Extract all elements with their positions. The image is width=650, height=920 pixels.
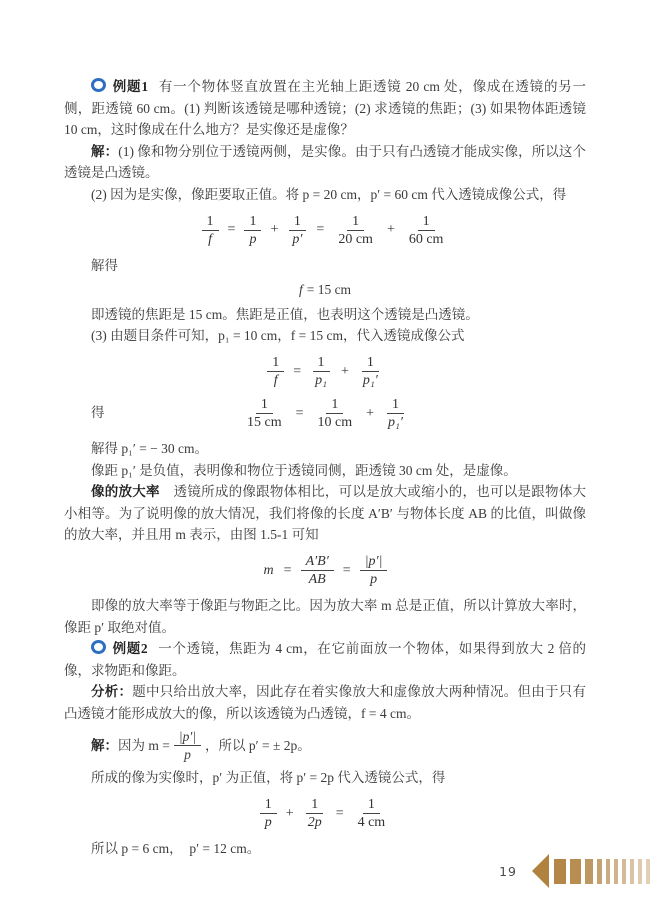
fraction: $\frac{1}{p}$: [260, 796, 277, 831]
fraction: $\frac{1}{\text{p₁′}}$: [362, 354, 378, 388]
example1-step1-text: (1) 像和物分别位于透镜两侧，是实像。由于只有凸透镜才能成实像，所以这个透镜是凸透镜。: [64, 143, 587, 181]
focal-length-result: [64, 279, 586, 301]
page-number: 19: [499, 863, 517, 879]
fraction: $\frac{1}{10 cm}$: [317, 396, 353, 430]
fraction: $\frac{1}{f}$: [267, 354, 284, 389]
focal-value: = 15 cm: [306, 282, 352, 298]
example2-problem: [64, 638, 586, 681]
magnification-body: 透镜所成的像跟物体相比，可以是放大或缩小的，也可以是跟物体大小相等。为了说明像的放大情况，我们将像的长度 A′B′ 与物体长度 AB 的比值，叫做像的放大率，并且用 m 表示，由图 1.5-1 可知: [64, 484, 587, 543]
example2-real-case: 所成的像为实像时，p′ 为正值，将 p′ = 2p 代入透镜公式，得: [91, 770, 446, 786]
lens-formula-substituted: $\frac{1}{15 cm}$ = $\frac{1}{10 cm}$ + $\frac{1}{\text{p₁′}}$: [64, 396, 586, 431]
fraction: $\frac{1}{p'}$: [287, 213, 307, 248]
fraction: $\frac{1}{15 cm}$: [247, 396, 282, 430]
example2-analysis-text: 题中只给出放大率，因此存在着实像放大和虚像放大两种情况。但由于只有凸透镜才能形成放大的像，所以该透镜为凸透镜，f = 4 cm。: [64, 684, 587, 721]
example1-solution-step2: (2) 因为是实像，像距要取正值。将 p = 20 cm，p′ = 60 cm 代入透镜成像公式，得: [91, 186, 567, 202]
focal-var: f: [298, 282, 303, 298]
magnification-note: 即像的放大率等于像距与物距之比。因为放大率 m 总是正值，所以计算放大率时，像距 p′ 取绝对值。: [64, 597, 586, 635]
example1-label: 例题1: [112, 79, 149, 94]
example1-step3: (3) 由题目条件可知，p₁ = 10 cm，f = 15 cm，代入透镜成像公式: [91, 328, 465, 344]
example-ring-icon: [91, 640, 106, 654]
example2-problem-text: 一个透镜，焦距为 4 cm，在它前面放一个物体，如果得到放大 2 倍的像，求物距和像距。: [64, 641, 587, 678]
back-arrow-icon: [532, 853, 650, 889]
fraction: $\frac{1}{4 cm}$: [357, 797, 386, 831]
fraction: $\frac{1}{p}$: [244, 213, 261, 248]
page-content: [64, 76, 586, 860]
de-label: 得: [91, 405, 105, 421]
solve-label-line: 解得: [91, 257, 118, 273]
fraction: $\frac{1}{\text{p₁′}}$: [388, 396, 403, 430]
example1-note2: 即透镜的焦距是 15 cm。焦距是正值，也表明这个透镜是凸透镜。: [91, 306, 479, 322]
example1-problem-text: 有一个物体竖直放置在主光轴上距透镜 20 cm 处，像成在透镜的另一侧，距透镜 60 cm。(1) 判断该透镜是哪种透镜；(2) 求透镜的焦距；(3) 如果物体距透镜 10 cm，这时像成在什么地方？是实像还是虚像？: [64, 79, 587, 138]
fraction: $\frac{A'B'}{AB}$: [301, 553, 334, 588]
example-ring-icon: [91, 78, 106, 92]
lens-formula-numeric: $\frac{1}{f}$ = $\frac{1}{p}$ + $\frac{1}{p'}$ = $\frac{1}{20 cm}$ + $\frac{1}{60 cm}$: [64, 213, 586, 248]
solution-post-text: ，所以 p′ = ± 2p。: [205, 738, 311, 754]
fraction: $\frac{1}{20 cm}$: [338, 213, 373, 247]
fraction: $\frac{|p'|}{p}$: [174, 728, 201, 763]
magnification-paragraph: [64, 481, 586, 546]
example1-solution-step1: [64, 141, 586, 184]
solution-pre-text: 因为 m =: [118, 738, 170, 754]
solution-label: 解：: [91, 738, 118, 754]
fraction: $\frac{1}{60 cm}$: [408, 213, 444, 247]
example1-problem: [64, 76, 586, 141]
solution-label: 解：: [91, 143, 119, 159]
example2-analysis: [64, 681, 586, 724]
fraction: $\frac{1}{\text{p₁}}$: [310, 354, 332, 389]
fraction: $\frac{|p'|}{p}$: [360, 553, 388, 588]
example1-solve3: 解得 p₁′ = − 30 cm。: [91, 440, 209, 456]
example2-result: 所以 p = 6 cm， p′ = 12 cm。: [91, 841, 261, 857]
fraction: $\frac{1}{2p}$: [307, 797, 322, 831]
formula-row-with-label: [64, 396, 586, 431]
magnification-formula: m = $\frac{A'B'}{AB}$ = $\frac{|p'|}{p}$: [64, 553, 586, 588]
arrow-head: [532, 854, 549, 888]
lens-formula-symbolic: $\frac{1}{f}$ = $\frac{1}{\text{p₁}}$ + $\frac{1}{\text{p₁′}}$: [64, 354, 586, 389]
example2-label: 例题2: [112, 641, 148, 657]
magnification-term: 像的放大率: [91, 484, 160, 500]
example2-formula: $\frac{1}{p}$ + $\frac{1}{2p}$ = $\frac{1}{4 cm}$: [64, 796, 586, 831]
page-footer: [499, 853, 650, 889]
example1-note3: 像距 p₁′ 是负值，表明像和物位于透镜同侧，距透镜 30 cm 处，是虚像。: [91, 462, 517, 478]
fraction: $\frac{1}{f}$: [202, 213, 219, 248]
analysis-label: 分析：: [91, 684, 133, 700]
example2-solution-line: [64, 728, 586, 763]
